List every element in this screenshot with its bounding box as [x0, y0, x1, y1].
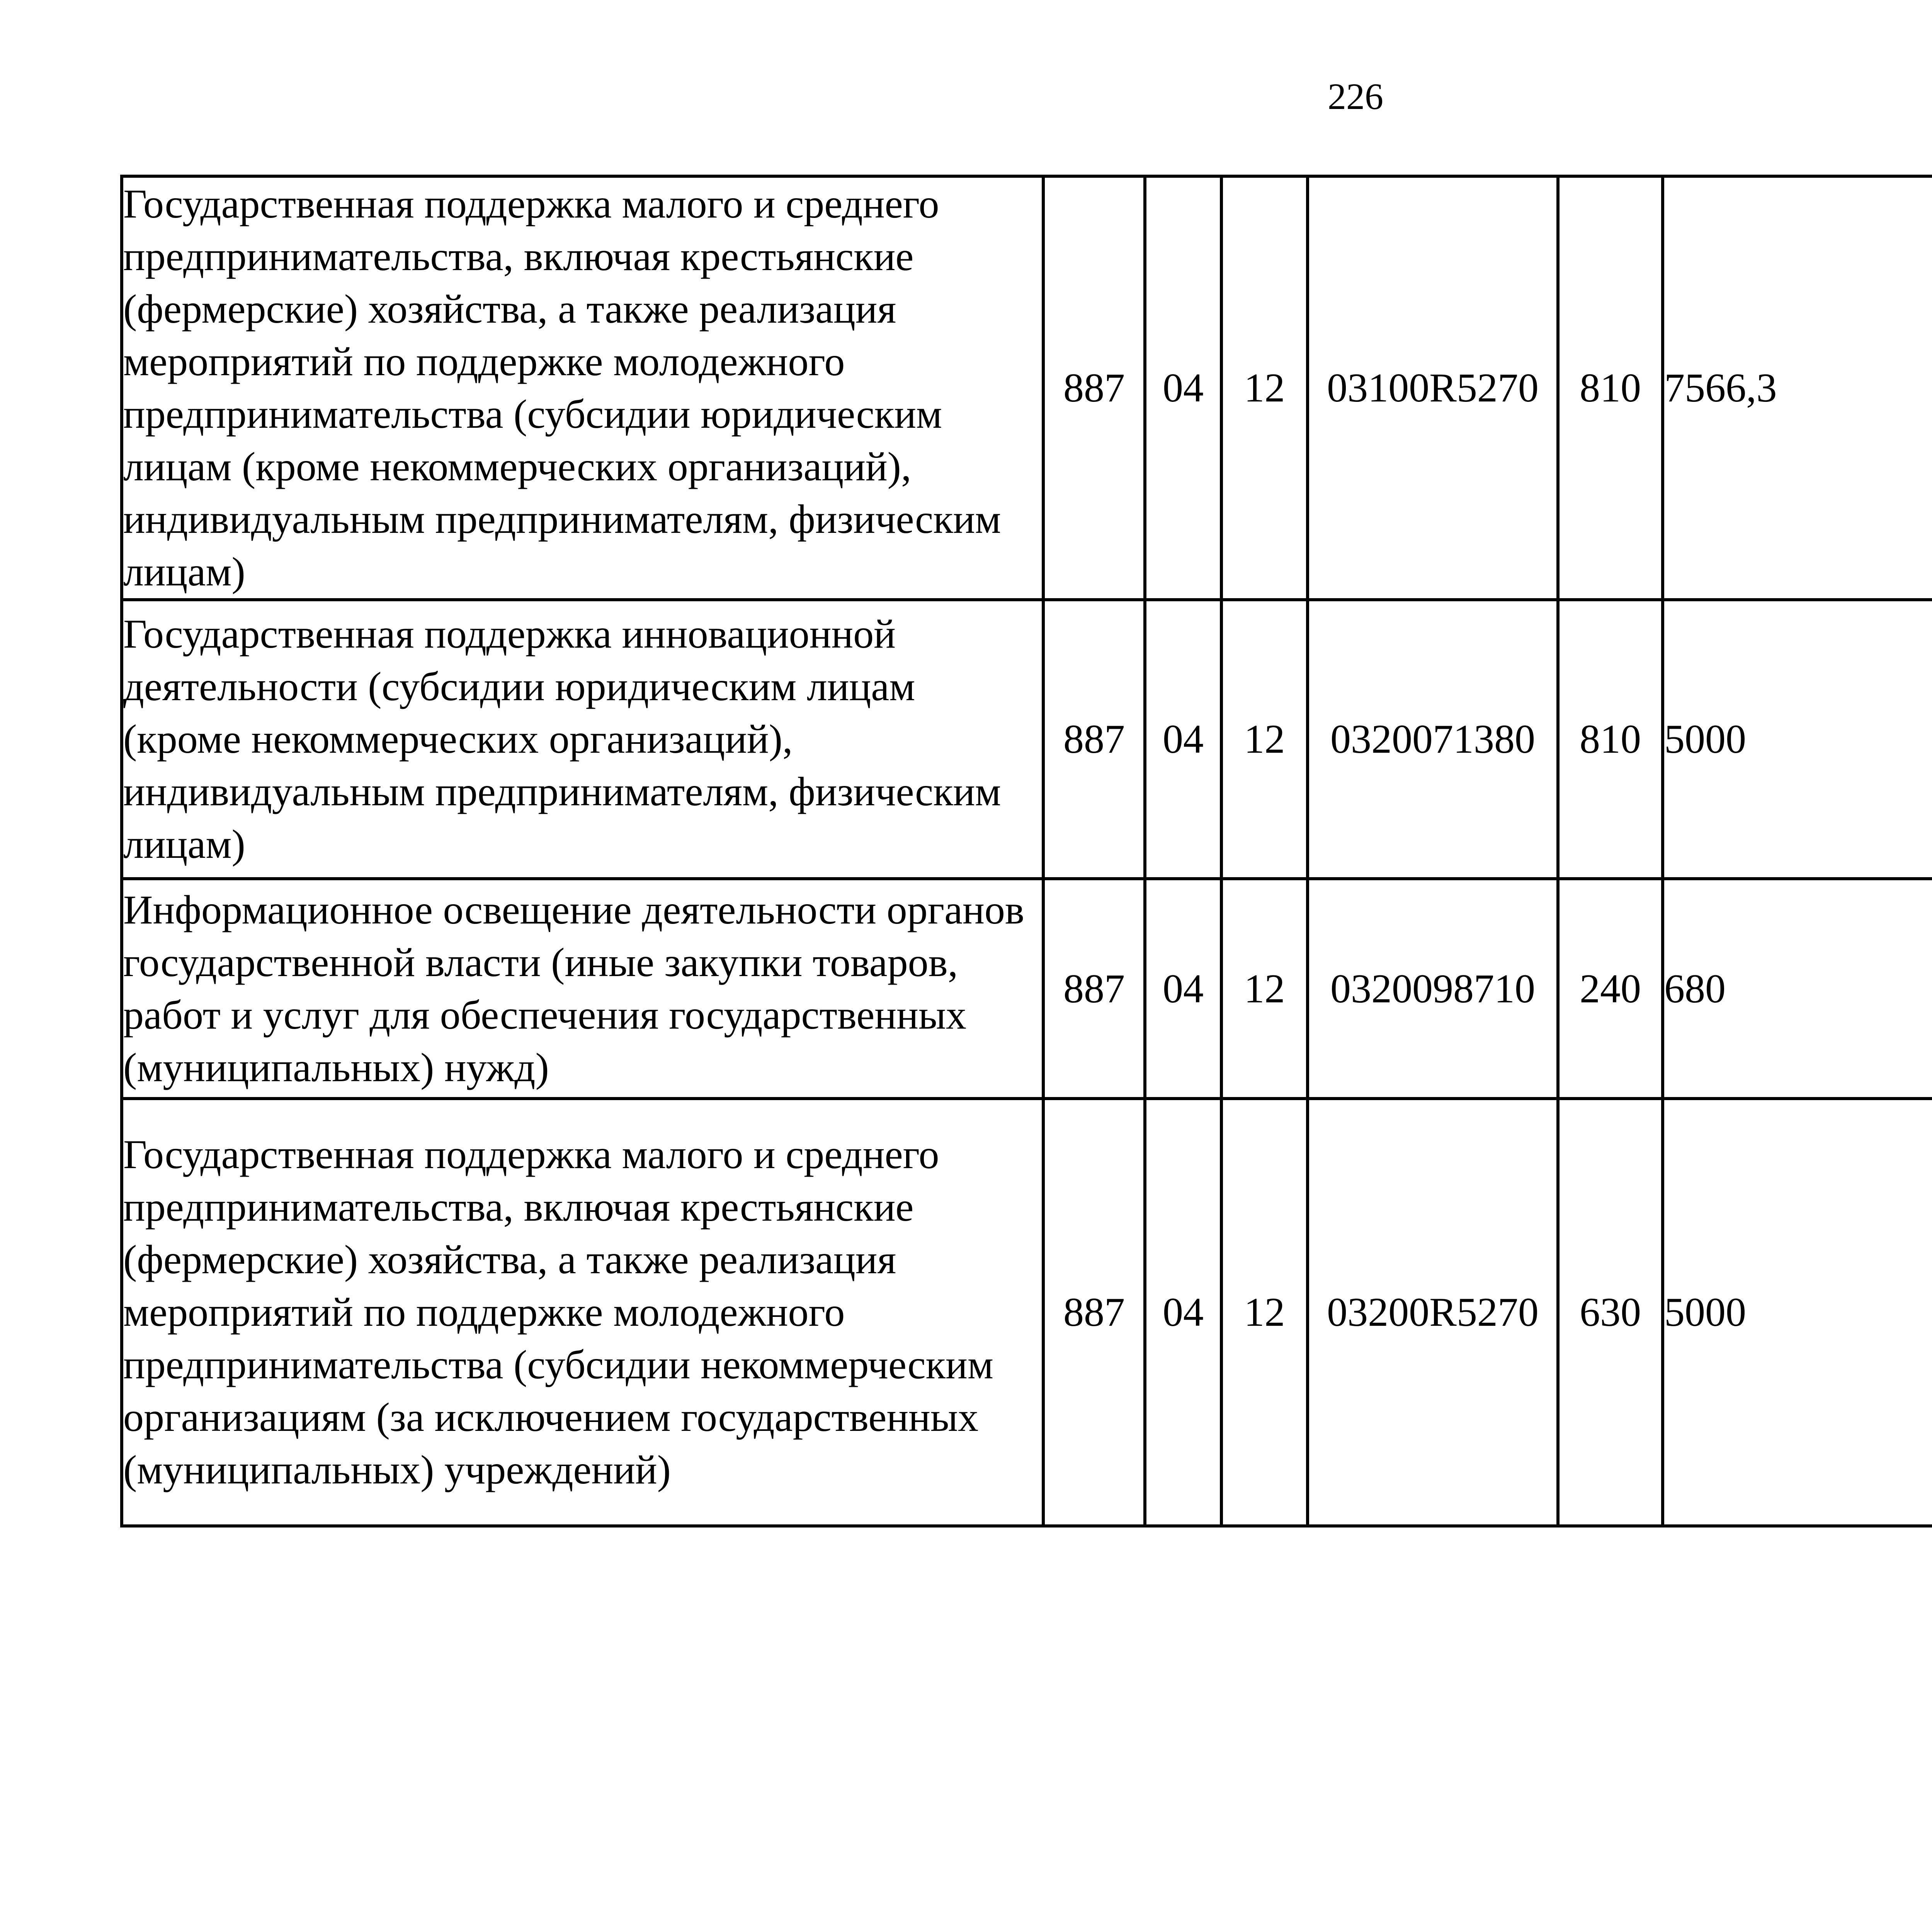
- table-row: [122, 176, 1932, 600]
- section-code: 04: [1145, 176, 1221, 600]
- expense-type-code: 630: [1558, 1099, 1663, 1526]
- section-code: 04: [1145, 879, 1221, 1099]
- table-row: [122, 879, 1932, 1099]
- expense-type-code: 810: [1558, 176, 1663, 600]
- amount-year-1: 5000: [1663, 600, 1932, 879]
- budget-table: [120, 175, 1932, 1527]
- target-article-code: 03200R5270: [1308, 1099, 1558, 1526]
- target-article-code: 0320071380: [1308, 600, 1558, 879]
- target-article-code: 0320098710: [1308, 879, 1558, 1099]
- row-description: Государственная поддержка малого и среднего предпринимательства, включая крестьянские (фермерские) хозяйства, а также реализация мероприятий по поддержке молодежного предпринимательства (субсидии юридическим лицам (кроме некоммерческих организаций), индивидуальным предпринимателям, физическим лицам): [122, 176, 1043, 600]
- amount-year-1: 680: [1663, 879, 1932, 1099]
- expense-type-code: 240: [1558, 879, 1663, 1099]
- subsection-code: 12: [1221, 600, 1308, 879]
- ministry-code: 887: [1043, 600, 1145, 879]
- subsection-code: 12: [1221, 176, 1308, 600]
- row-description: Информационное освещение деятельности органов государственной власти (иные закупки товаров, работ и услуг для обеспечения государственных (муниципальных) нужд): [122, 879, 1043, 1099]
- section-code: 04: [1145, 1099, 1221, 1526]
- amount-year-1: 5000: [1663, 1099, 1932, 1526]
- subsection-code: 12: [1221, 1099, 1308, 1526]
- row-description: Государственная поддержка инновационной деятельности (субсидии юридическим лицам (кроме некоммерческих организаций), индивидуальным предпринимателям, физическим лицам): [122, 600, 1043, 879]
- section-code: 04: [1145, 600, 1221, 879]
- target-article-code: 03100R5270: [1308, 176, 1558, 600]
- ministry-code: 887: [1043, 1099, 1145, 1526]
- expense-type-code: 810: [1558, 600, 1663, 879]
- table-row: [122, 600, 1932, 879]
- amount-year-1: 7566,3: [1663, 176, 1932, 600]
- table-row: [122, 1099, 1932, 1526]
- ministry-code: 887: [1043, 176, 1145, 600]
- page-number: 226: [1328, 76, 1383, 117]
- subsection-code: 12: [1221, 879, 1308, 1099]
- ministry-code: 887: [1043, 879, 1145, 1099]
- row-description: Государственная поддержка малого и среднего предпринимательства, включая крестьянские (фермерские) хозяйства, а также реализация мероприятий по поддержке молодежного предпринимательства (субсидии некоммерческим организациям (за исключением государственных (муниципальных) учреждений): [122, 1099, 1043, 1526]
